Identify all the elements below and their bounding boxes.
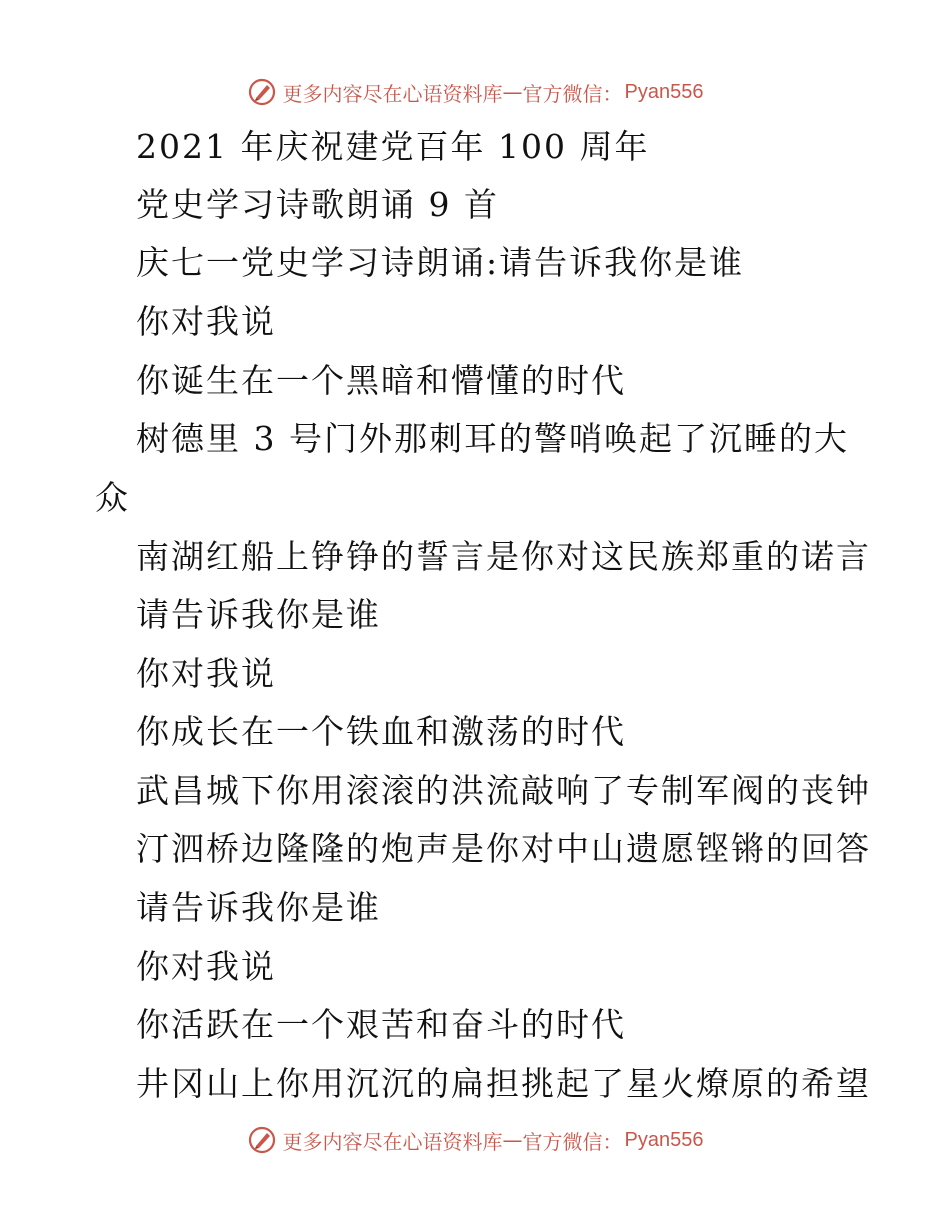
- document-line: 你活跃在一个艰苦和奋斗的时代: [136, 1005, 626, 1044]
- document-line: 党史学习诗歌朗诵 9 首: [136, 185, 499, 224]
- footer-separator: —: [502, 1128, 523, 1152]
- document-line: 南湖红船上铮铮的誓言是你对这民族郑重的诺言: [136, 537, 871, 576]
- header-brand-text: 更多内容尽在心语资料库: [282, 81, 503, 106]
- document-line: 井冈山上你用沉沉的扁担挑起了星火燎原的希望: [136, 1064, 871, 1103]
- document-line: 你诞生在一个黑暗和懵懂的时代: [136, 361, 626, 400]
- footer-contact-id: Pyan556: [624, 1128, 704, 1151]
- document-line: 请告诉我你是谁: [136, 888, 381, 927]
- document-line: 你对我说: [136, 302, 276, 341]
- header-watermark: [0, 72, 950, 112]
- document-line: 你对我说: [136, 654, 276, 693]
- footer-brand-text: 更多内容尽在心语资料库: [282, 1129, 503, 1154]
- document-line: 庆七一党史学习诗朗诵:请告诉我你是谁: [136, 243, 745, 282]
- document-line: 树德里 3 号门外那刺耳的警哨唤起了沉睡的大: [136, 419, 849, 458]
- header-contact-label: 官方微信：: [522, 81, 623, 106]
- header-contact-id: Pyan556: [624, 80, 704, 103]
- pen-in-circle-logo-icon: [247, 1125, 277, 1155]
- footer-watermark: [0, 1120, 950, 1160]
- document-line: 2021 年庆祝建党百年 100 周年: [136, 127, 650, 166]
- header-separator: —: [502, 80, 523, 104]
- document-line: 你成长在一个铁血和激荡的时代: [136, 712, 626, 751]
- pen-in-circle-logo-icon: [247, 77, 277, 107]
- document-line: 武昌城下你用滚滚的洪流敲响了专制军阀的丧钟: [136, 771, 871, 810]
- footer-contact-label: 官方微信：: [522, 1129, 623, 1154]
- document-line: 你对我说: [136, 947, 276, 986]
- document-line: 众: [95, 478, 130, 517]
- document-line: 请告诉我你是谁: [136, 595, 381, 634]
- document-line: 汀泗桥边隆隆的炮声是你对中山遗愿铿锵的回答: [136, 829, 871, 868]
